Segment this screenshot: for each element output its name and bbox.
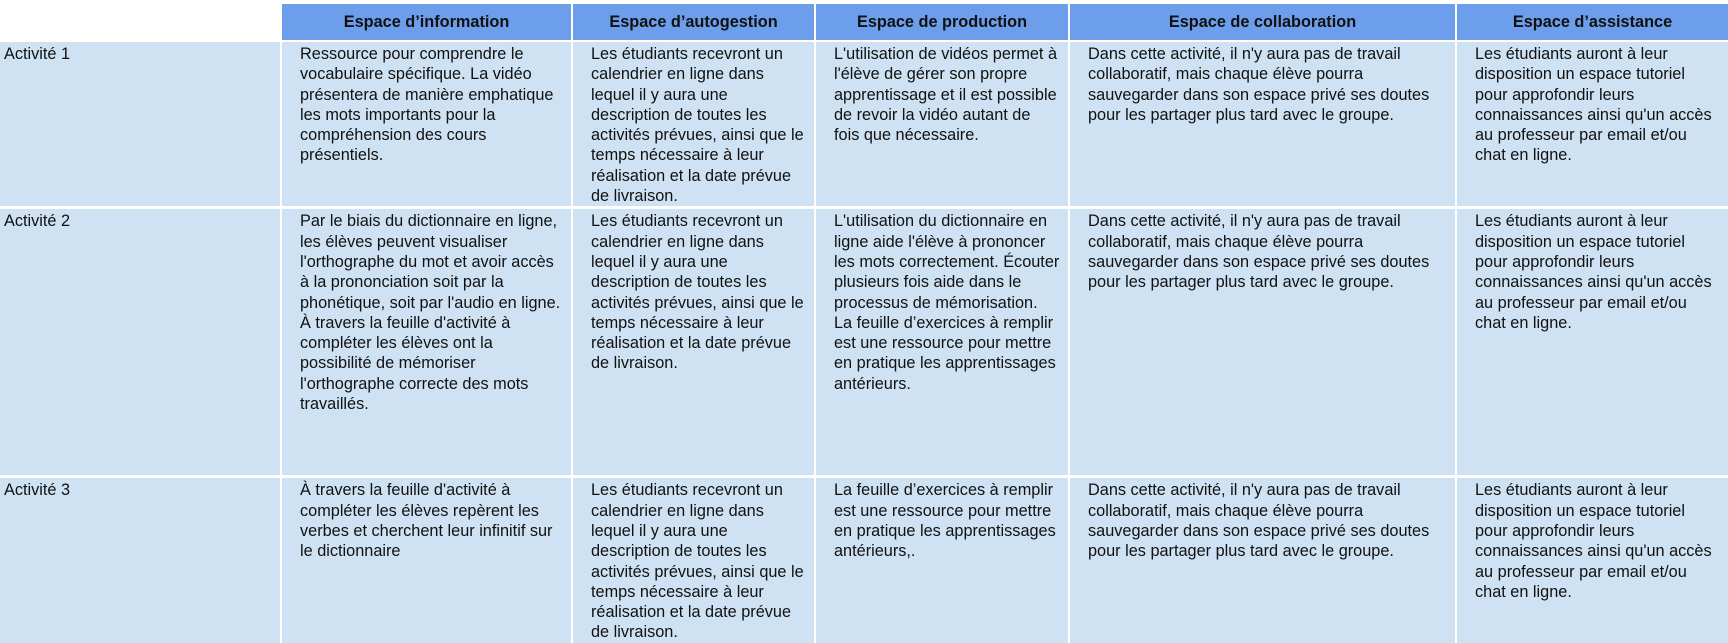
cell-paragraph: Ressource pour comprendre le vocabulaire spécifique. La vidéo présentera de manière emphatique les mots importants pour la compréhension des cours présentiels. bbox=[300, 45, 554, 165]
cell-information[interactable] bbox=[282, 209, 573, 478]
cell-assistance[interactable] bbox=[1457, 478, 1728, 642]
table-row bbox=[0, 478, 1728, 642]
cell-paragraph: Dans cette activité, il n'y aura pas de travail collaboratif, mais chaque élève pourra sauvegarder dans son espace privé ses doutes pour les partager plus tard avec le groupe. bbox=[1088, 481, 1430, 561]
cell-production[interactable] bbox=[816, 209, 1070, 478]
header-collaboration[interactable]: Espace de collaboration bbox=[1070, 4, 1457, 42]
cell-paragraph: La feuille d’exercices à remplir est une ressource pour mettre en pratique les apprentissages antérieurs,. bbox=[834, 481, 1056, 561]
cell-paragraph: À travers la feuille d'activité à compléter les élèves repèrent les verbes et cherchent leur infinitif sur le dictionnaire bbox=[300, 481, 553, 561]
cell-collaboration[interactable] bbox=[1070, 478, 1457, 642]
cell-assistance[interactable] bbox=[1457, 209, 1728, 478]
activity-table bbox=[0, 4, 1728, 643]
header-row bbox=[0, 4, 1728, 42]
cell-paragraph: Les étudiants recevront un calendrier en ligne dans lequel il y aura une description de toutes les activités prévues, ainsi que le temps nécessaire à leur réalisation et la date prévue de livraison. bbox=[591, 481, 804, 642]
cell-autogestion[interactable] bbox=[573, 478, 816, 642]
cell-collaboration[interactable] bbox=[1070, 209, 1457, 478]
cell-paragraph: Par le biais du dictionnaire en ligne, les élèves peuvent visualiser l'orthographe du mot et avoir accès à la prononciation soit par la phonétique, soit par l'audio en ligne. bbox=[300, 212, 561, 312]
cell-production[interactable] bbox=[816, 478, 1070, 642]
row-label-activite-2[interactable]: Activité 2 bbox=[0, 209, 282, 478]
cell-assistance[interactable] bbox=[1457, 42, 1728, 209]
header-information[interactable]: Espace d’information bbox=[282, 4, 573, 42]
cell-paragraph: Les étudiants auront à leur disposition un espace tutoriel pour approfondir leurs connaissances ainsi qu'un accès au professeur par email et/ou chat en ligne. bbox=[1475, 212, 1712, 332]
table-row bbox=[0, 42, 1728, 209]
cell-collaboration[interactable] bbox=[1070, 42, 1457, 209]
cell-autogestion[interactable] bbox=[573, 42, 816, 209]
cell-paragraph: Les étudiants recevront un calendrier en ligne dans lequel il y aura une description de toutes les activités prévues, ainsi que le temps nécessaire à leur réalisation et la date prévue de livraison. bbox=[591, 212, 804, 373]
header-autogestion[interactable]: Espace d’autogestion bbox=[573, 4, 816, 42]
cell-paragraph: Les étudiants recevront un calendrier en ligne dans lequel il y aura une description de toutes les activités prévues, ainsi que le temps nécessaire à leur réalisation et la date prévue de livraison. bbox=[591, 45, 804, 206]
cell-production[interactable] bbox=[816, 42, 1070, 209]
cell-paragraph: Les étudiants auront à leur disposition un espace tutoriel pour approfondir leurs connaissances ainsi qu'un accès au professeur par email et/ou chat en ligne. bbox=[1475, 481, 1712, 601]
cell-autogestion[interactable] bbox=[573, 209, 816, 478]
header-assistance[interactable]: Espace d’assistance bbox=[1457, 4, 1728, 42]
cell-paragraph: La feuille d’exercices à remplir est une ressource pour mettre en pratique les apprentissages antérieurs. bbox=[834, 313, 1056, 393]
cell-paragraph: L'utilisation de vidéos permet à l'élève de gérer son propre apprentissage et il est possible de revoir la vidéo autant de fois que nécessaire. bbox=[834, 45, 1058, 145]
row-label-activite-3[interactable]: Activité 3 bbox=[0, 478, 282, 642]
cell-paragraph: Dans cette activité, il n'y aura pas de travail collaboratif, mais chaque élève pourra sauvegarder dans son espace privé ses doutes pour les partager plus tard avec le groupe. bbox=[1088, 212, 1430, 292]
cell-paragraph: À travers la feuille d'activité à compléter les élèves ont la possibilité de mémoriser l'orthographe correcte des mots travaillés. bbox=[300, 313, 529, 414]
cell-information[interactable] bbox=[282, 478, 573, 642]
corner-cell[interactable] bbox=[0, 4, 282, 42]
cell-information[interactable] bbox=[282, 42, 573, 209]
cell-paragraph: L'utilisation du dictionnaire en ligne aide l'élève à prononcer les mots correctement. Écouter plusieurs fois aide dans le processus de mémorisation. bbox=[834, 212, 1060, 312]
header-production[interactable]: Espace de production bbox=[816, 4, 1070, 42]
cell-paragraph: Dans cette activité, il n'y aura pas de travail collaboratif, mais chaque élève pourra sauvegarder dans son espace privé ses doutes pour les partager plus tard avec le groupe. bbox=[1088, 45, 1430, 124]
cell-paragraph: Les étudiants auront à leur disposition un espace tutoriel pour approfondir leurs connaissances ainsi qu'un accès au professeur par email et/ou chat en ligne. bbox=[1475, 45, 1712, 165]
row-label-activite-1[interactable]: Activité 1 bbox=[0, 42, 282, 209]
table-row bbox=[0, 209, 1728, 478]
